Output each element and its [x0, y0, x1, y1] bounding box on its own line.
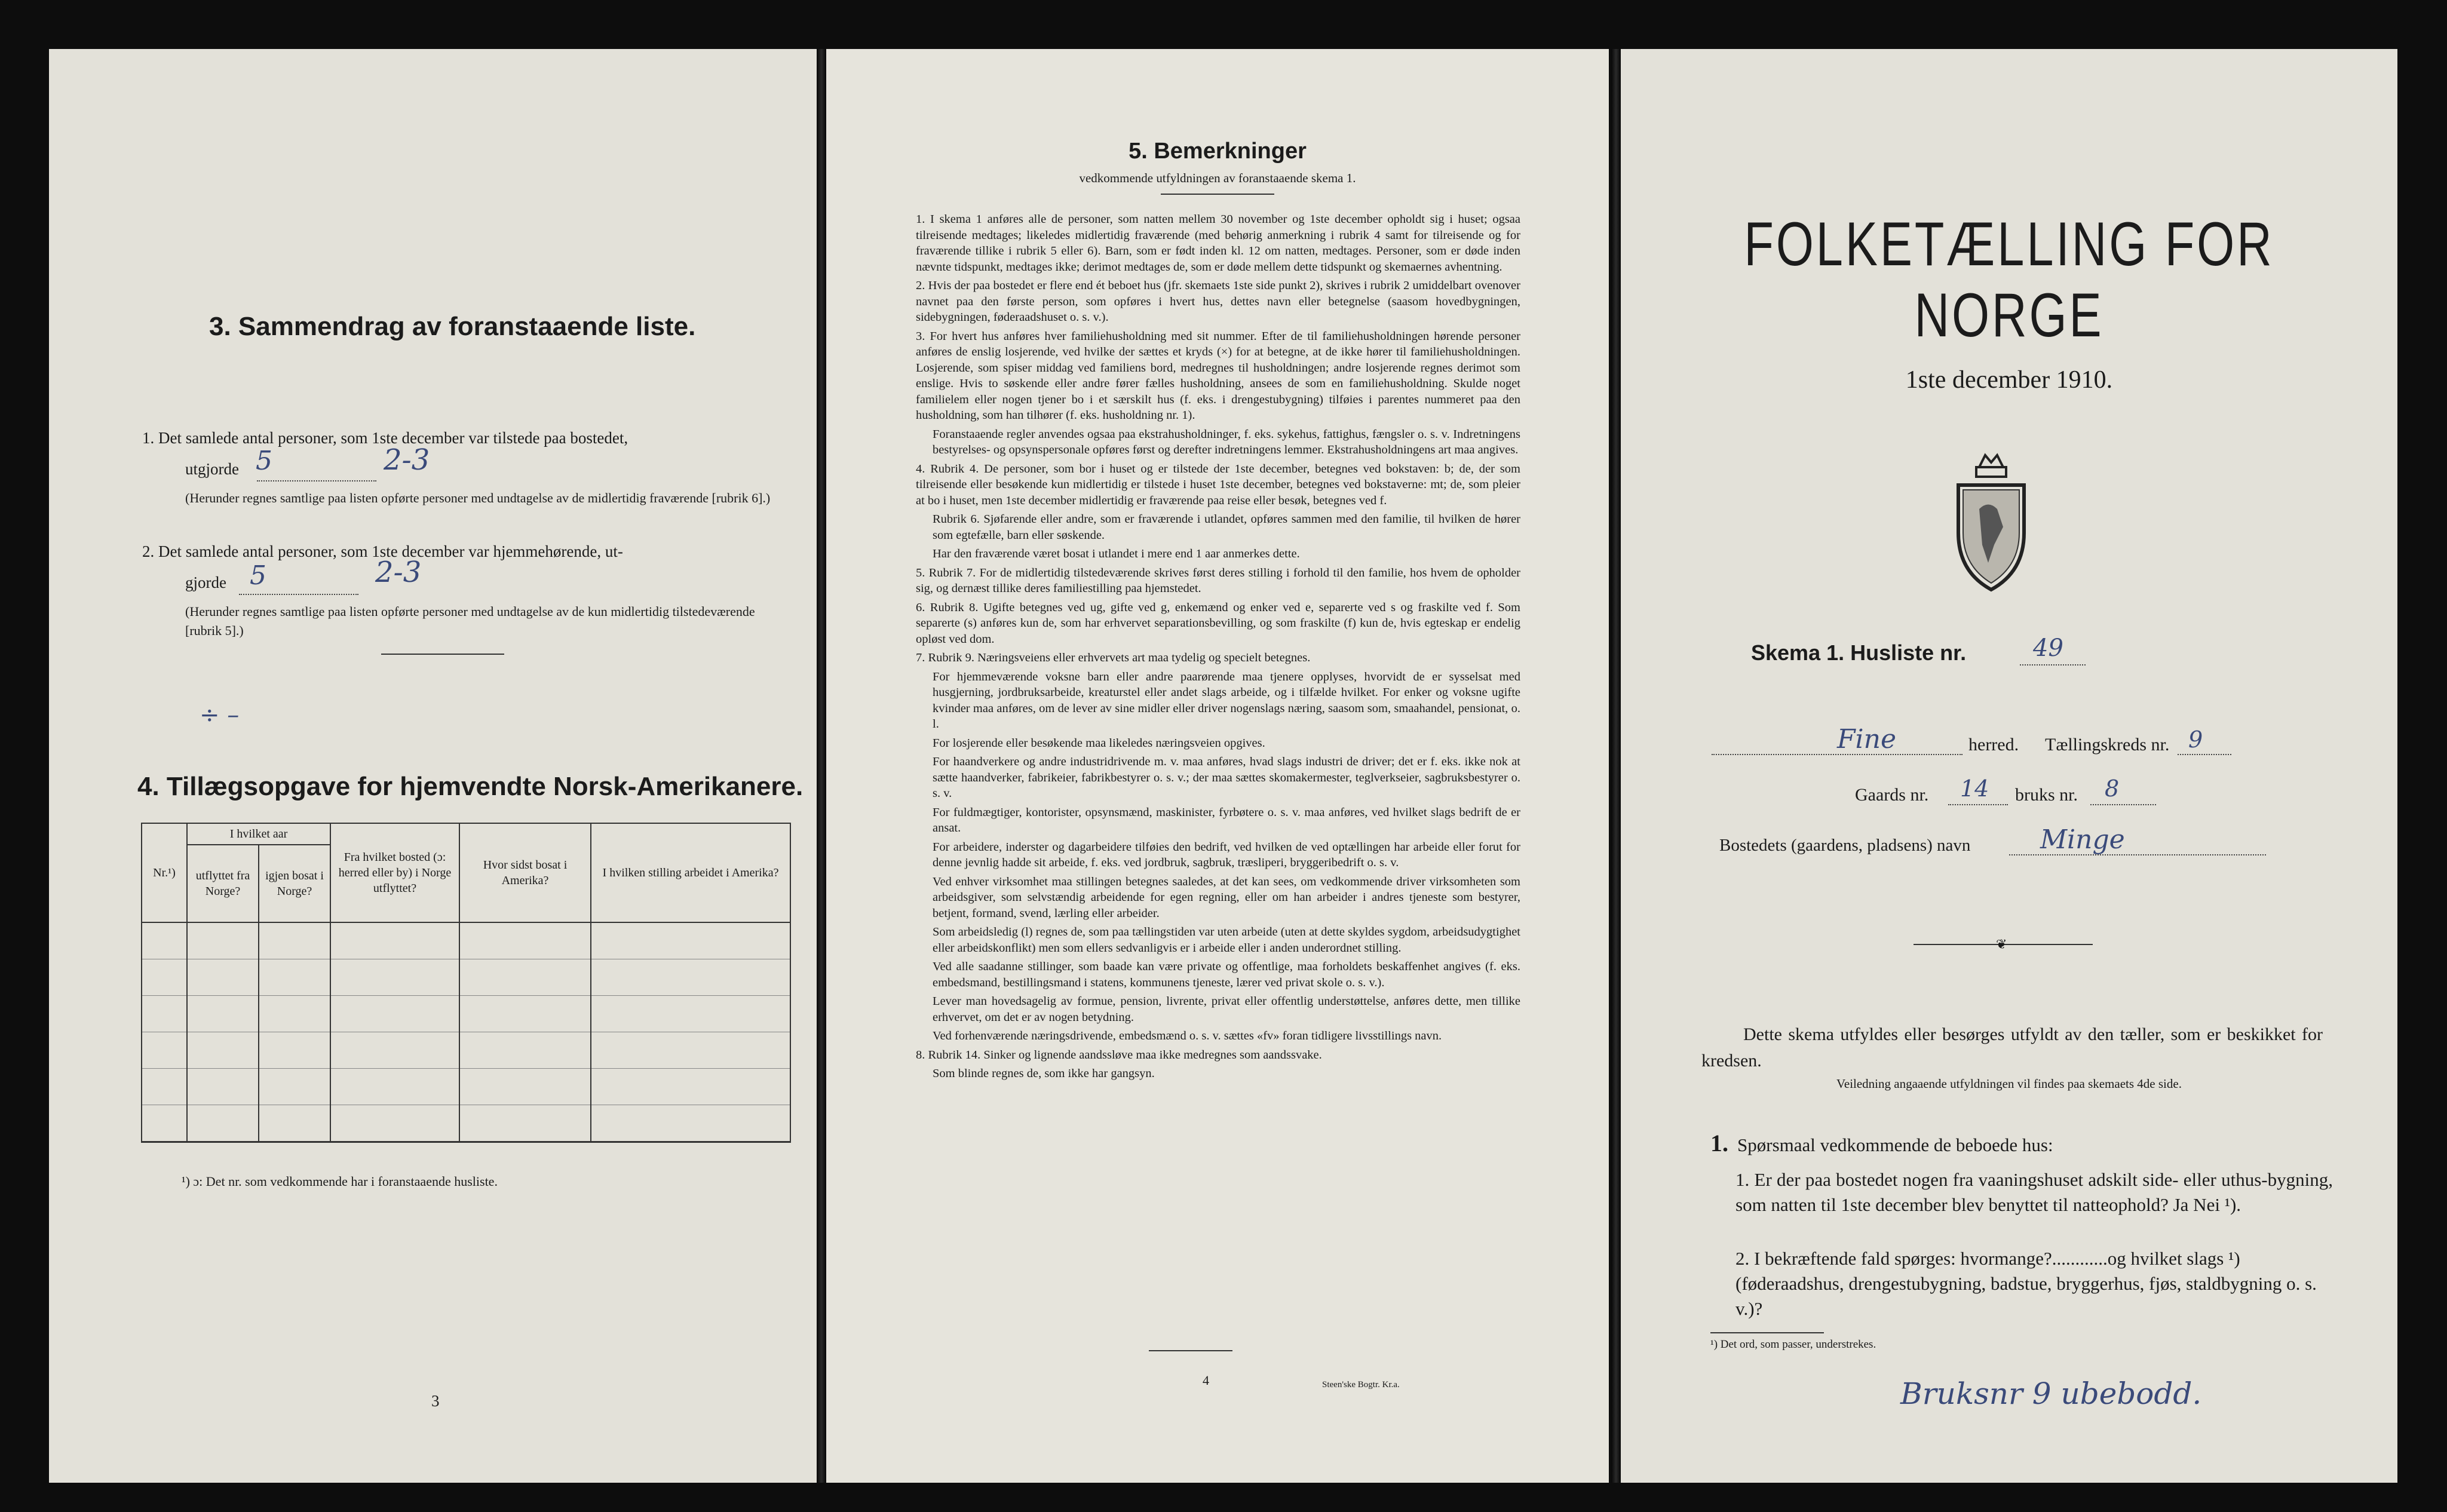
kreds-dotline [2178, 754, 2231, 755]
husliste-nr: 49 [2033, 634, 2063, 662]
margin-mark: ÷ – [200, 701, 240, 729]
remark-4: 4. Rubrik 4. De personer, som bor i huset og er tilstede der 1ste december, betegnes ved bokstaven: b; de, der som tilreisende eller besøkende kun midlertidig er tilstede i huset 1ste december, betegnes ved bokstaverne: mt; de, som pleier at bo i huset, men 1ste december midlertidig er fraværende paa reise eller besøk, betegnes ved f. [916, 462, 1520, 507]
col-group: I hvilket aar [187, 823, 330, 845]
remark-7f: For arbeidere, inderster og dagarbeidere tilføies den bedrift, ved hvilken de ved optællingen har arbeide eller forut for denne jevnlig hadde sit arbeide, f. eks. ved jordbruk, sagbruk, træsliperi, bryggeribedrift o. s. v. [933, 840, 1520, 869]
item1-note: (Herunder regnes samtlige paa listen opførte personer med undtagelse av de midlertidig fraværende [rubrik 6].) [185, 490, 771, 505]
remarks-list [916, 211, 1520, 1085]
remark-7k: Ved forhenværende næringsdrivende, embedsmænd o. s. v. sættes «fv» foran tidligere livsstillings navn. [933, 1029, 1442, 1042]
husliste-dotline [2020, 664, 2086, 665]
item1-utgjorde-label: utgjorde [185, 460, 239, 478]
table-row [142, 1105, 790, 1142]
item2-gjorde-label: gjorde [185, 573, 226, 591]
table-row [142, 922, 790, 959]
item1-text: 1. Det samlede antal personer, som 1ste december var tilstede paa bostedet, [142, 429, 628, 447]
remarks-title: 5. Bemerkninger [1129, 139, 1307, 164]
col-utflyttet: utflyttet fra Norge? [187, 845, 259, 922]
middle-page [826, 49, 1609, 1483]
table-row [142, 996, 790, 1032]
section4-title: 4. Tillægsopgave for hjemvendte Norsk-Amerikanere. [137, 772, 804, 801]
ornament-icon: ❦ [1996, 937, 2007, 952]
left-page [49, 49, 817, 1483]
table-row [142, 959, 790, 996]
bruks-label: bruks nr. [2015, 785, 2078, 805]
remark-4c: Har den fraværende været bosat i utlandet i mere end 1 aar anmerkes dette. [933, 547, 1300, 560]
gaards-value: 14 [1960, 775, 1989, 802]
divider [1710, 1332, 1824, 1333]
section3-title: 3. Sammendrag av foranstaaende liste. [209, 312, 696, 341]
right-page [1621, 49, 2397, 1483]
census-title-wrap [1621, 209, 2397, 351]
herred-label: herred. [1968, 735, 2019, 755]
page-fold [1611, 49, 1621, 1483]
q1-2: 2. I bekræftende fald spørges: hvormange?............og hvilket slags ¹) (føderaadshus, drengestubygning, badstue, bryggerhus, fjøs, staldbygning o. s. v.)? [1735, 1248, 2317, 1319]
remarks-subtitle: vedkommende utfyldningen av foranstaaende skema 1. [1079, 171, 1356, 185]
remark-1: 1. I skema 1 anføres alle de personer, som natten mellem 30 november og 1ste december opholdt sig i huset; ogsaa tilreisende medtages; likeledes midlertidig fraværende (med behørig anmerkning i rubrik 4 samt for tilreisende og for fraværende tillike i rubrik 5 eller 6). Barn, som er født inden kl. 12 om natten, medtages. Personer, som er døde inden nævnte tidspunkt, medtages ikke; derimot medtages de, som er døde mellem dette tidspunkt og skemaernes avhentning. [916, 213, 1520, 274]
footnote: ¹) ɔ: Det nr. som vedkommende har i foranstaaende husliste. [182, 1174, 498, 1189]
remark-7h: Som arbeidsledig (l) regnes de, som paa tællingstiden var uten arbeide (uten at dette skyldes sygdom, arbeidsudygtighet eller arbeidskonflikt) men som ellers sedvanligvis er i arbeide eller i anden underordnet stilling. [933, 925, 1520, 955]
gaards-dotline [1948, 804, 2008, 805]
table-row [142, 1069, 790, 1105]
item1-value1: 5 [256, 446, 272, 476]
remark-7b: For hjemmeværende voksne barn eller andre paarørende maa tjenere opplyses, hvorvidt de er sysselsat med husgjerning, jordbruksarbeide, kreaturstel eller andet slags arbeide, og i tilfælde hvilket. For enker og voksne ugifte kvinder maa anføres, om de lever av sine midler eller driver nogenslags næring, saasom som, smaahandel, pensionat, o. l. [933, 670, 1520, 731]
printer-mark: Steen'ske Bogtr. Kr.a. [1322, 1380, 1400, 1390]
divider [1149, 1350, 1232, 1351]
remark-2: 2. Hvis der paa bostedet er flere end ét beboet hus (jfr. skemaets 1ste side punkt 2), skrives i rubrik 2 umiddelbart ovenover navnet paa den første person, som opføres i hvert hus, dettes navn eller betegnelse (saasom hovedbygningen, sidebygningen, føderaadshuset o. s. v.). [916, 279, 1520, 324]
remark-7i: Ved alle saadanne stillinger, som baade kan være private og offentlige, maa forholdets beskaffenhet angives (f. eks. embedsmand, bestillingsmand i statens, kommunens tjeneste, lærer ved privat skole o. s. v.). [933, 960, 1520, 989]
q1-1-answer: Ja Nei ¹). [2173, 1194, 2241, 1215]
q1-1-text: 1. Er der paa bostedet nogen fra vaaningshuset adskilt side- eller uthus-bygning, som natten til 1ste december blev benyttet til natteophold? [1735, 1169, 2333, 1215]
col-nr: Nr.¹) [142, 823, 187, 922]
skema-label: Skema 1. Husliste nr. [1751, 640, 1967, 665]
page-fold [817, 49, 826, 1483]
norsk-amerikanere-table [141, 823, 791, 1143]
remark-7: 7. Rubrik 9. Næringsveiens eller erhvervets art maa tydelig og specielt betegnes. [916, 651, 1311, 664]
remark-8b: Som blinde regnes de, som ikke har gangsyn. [933, 1067, 1155, 1080]
remark-7e: For fuldmægtiger, kontorister, opsynsmænd, maskinister, fyrbøtere o. s. v. maa anføres, ved hvilket slags bedrift de er ansat. [933, 805, 1520, 835]
remark-7g: Ved enhver virksomhet maa stillingen betegnes saaledes, at det kan sees, om vedkommende driver virksomheten som arbeidsgiver, som selvstændig arbeidende for egen regning, eller om han arbeider i andres tjeneste som bestyrer, betjent, formand, svend, lærling eller arbeider. [933, 875, 1520, 920]
remark-4b: Rubrik 6. Sjøfarende eller andre, som er fraværende i utlandet, opføres sammen med den familie, til hvilken de hører som egtefælle, barn eller søskende. [933, 513, 1520, 542]
bosted-label: Bostedets (gaardens, pladsens) navn [1719, 836, 1971, 855]
remark-7j: Lever man hovedsagelig av formue, pension, livrente, privat eller offentlig understøttelse, anføres dette, men tillike erhvervet, om det er av nogen betydning. [933, 995, 1520, 1024]
item1-dotline [257, 480, 376, 481]
q1-number: 1. [1710, 1130, 1728, 1157]
page-number: 4 [1203, 1373, 1209, 1388]
coat-of-arms-icon [1946, 443, 2036, 599]
bruks-value: 8 [2105, 775, 2120, 802]
divider [1161, 194, 1274, 195]
page-number: 3 [431, 1392, 440, 1410]
remark-8: 8. Rubrik 14. Sinker og lignende aandssløve maa ikke medregnes som aandssvake. [916, 1048, 1322, 1062]
item2-value1: 5 [250, 560, 266, 591]
remark-6: 6. Rubrik 8. Ugifte betegnes ved ug, gifte ved g, enkemænd og enker ved e, separerte ved s og fraskilte ved f. Som separerte (s) anføres kun de, som har erhvervet separationsbevilling, og som fraskilte (f) kun de, hvis egteskap er endelig opløst ved dom. [916, 600, 1520, 646]
kreds-value: 9 [2188, 726, 2203, 753]
item2-value2: 2-3 [375, 556, 422, 589]
item2-text: 2. Det samlede antal personer, som 1ste december var hjemmehørende, ut- [142, 542, 623, 560]
bruks-dotline [2090, 804, 2156, 805]
veiledning: Veiledning angaaende utfyldningen vil findes paa skemaets 4de side. [1836, 1077, 2182, 1091]
bosted-value: Minge [2040, 824, 2125, 855]
remark-7d: For haandverkere og andre industridrivende m. v. maa anføres, hvad slags industri de driver; det er f. eks. ikke nok at sætte haandverker, fabrikeier, fabrikbestyrer o. s. v.; der maa sættes skomakermester, teglverkseier, sagbruksbestyrer o. s. v. [933, 755, 1520, 800]
census-date: 1ste december 1910. [1905, 366, 2113, 394]
item2-dotline [239, 594, 358, 595]
gaards-label: Gaards nr. [1855, 785, 1929, 805]
footnote: ¹) Det ord, som passer, understrekes. [1710, 1338, 1876, 1351]
remark-3b: Foranstaaende regler anvendes ogsaa paa ekstrahusholdninger, f. eks. sykehus, fattighus, fængsler o. s. v. Indretningens bestyrelses- og opsynspersonale opføres først og derefter indretningens lemmer. Ekstrahusholdningens art maa angives. [933, 427, 1520, 456]
remark-5: 5. Rubrik 7. For de midlertidig tilstedeværende skrives først deres stilling i forhold til den familie, hos hvem de opholder sig, og dernæst tillike deres familiestilling paa hjemstedet. [916, 566, 1520, 595]
q1-1 [1735, 1167, 2333, 1217]
instructions: Dette skema utfyldes eller besørges utfyldt av den tæller, som er beskikket for kredsen. [1701, 1025, 2323, 1071]
col-igjen: igjen bosat i Norge? [259, 845, 330, 922]
herred-value: Fine [1837, 724, 1896, 755]
col-fra: Fra hvilket bosted (ɔ: herred eller by) i Norge utflyttet? [330, 823, 459, 922]
handwritten-note: Bruksnr 9 ubebodd. [1900, 1376, 2202, 1411]
remark-3: 3. For hvert hus anføres hver familiehusholdning med sit nummer. Efter de til familiehusholdningen hørende personer anføres de enslig losjerende, ved hvilke der sættes et kryds (×) for at betegne, at de ikke hører til familiehusholdningen. Losjerende, som spiser middag ved familiens bord, medregnes til husholdningen; andre losjerende regnes derimot som enslige. Hvis to søskende eller andre fører fælles husholdning, ansees de som en familiehusholdning. Skulde noget familielem eller nogen tjener bo i et særskilt hus (f. eks. i drengestubygning) tilføies i parentes nummeret paa den husholdning, som han tilhører (f. eks. husholdning nr. 1). [916, 329, 1520, 422]
table-row [142, 1032, 790, 1069]
q1-title: Spørsmaal vedkommende de beboede hus: [1737, 1134, 2053, 1155]
col-hvor: Hvor sidst bosat i Amerika? [459, 823, 591, 922]
kreds-label: Tællingskreds nr. [2045, 735, 2170, 755]
remark-7c: For losjerende eller besøkende maa likeledes næringsveien opgives. [933, 736, 1265, 750]
census-title: FOLKETÆLLING FOR NORGE [1744, 210, 2274, 350]
divider [381, 654, 504, 655]
col-stilling: I hvilken stilling arbeidet i Amerika? [591, 823, 790, 922]
item2-note: (Herunder regnes samtlige paa listen opførte personer med undtagelse av de kun midlertidig tilstedeværende [rubrik 5].) [185, 604, 755, 638]
item1-value2: 2-3 [384, 443, 430, 477]
